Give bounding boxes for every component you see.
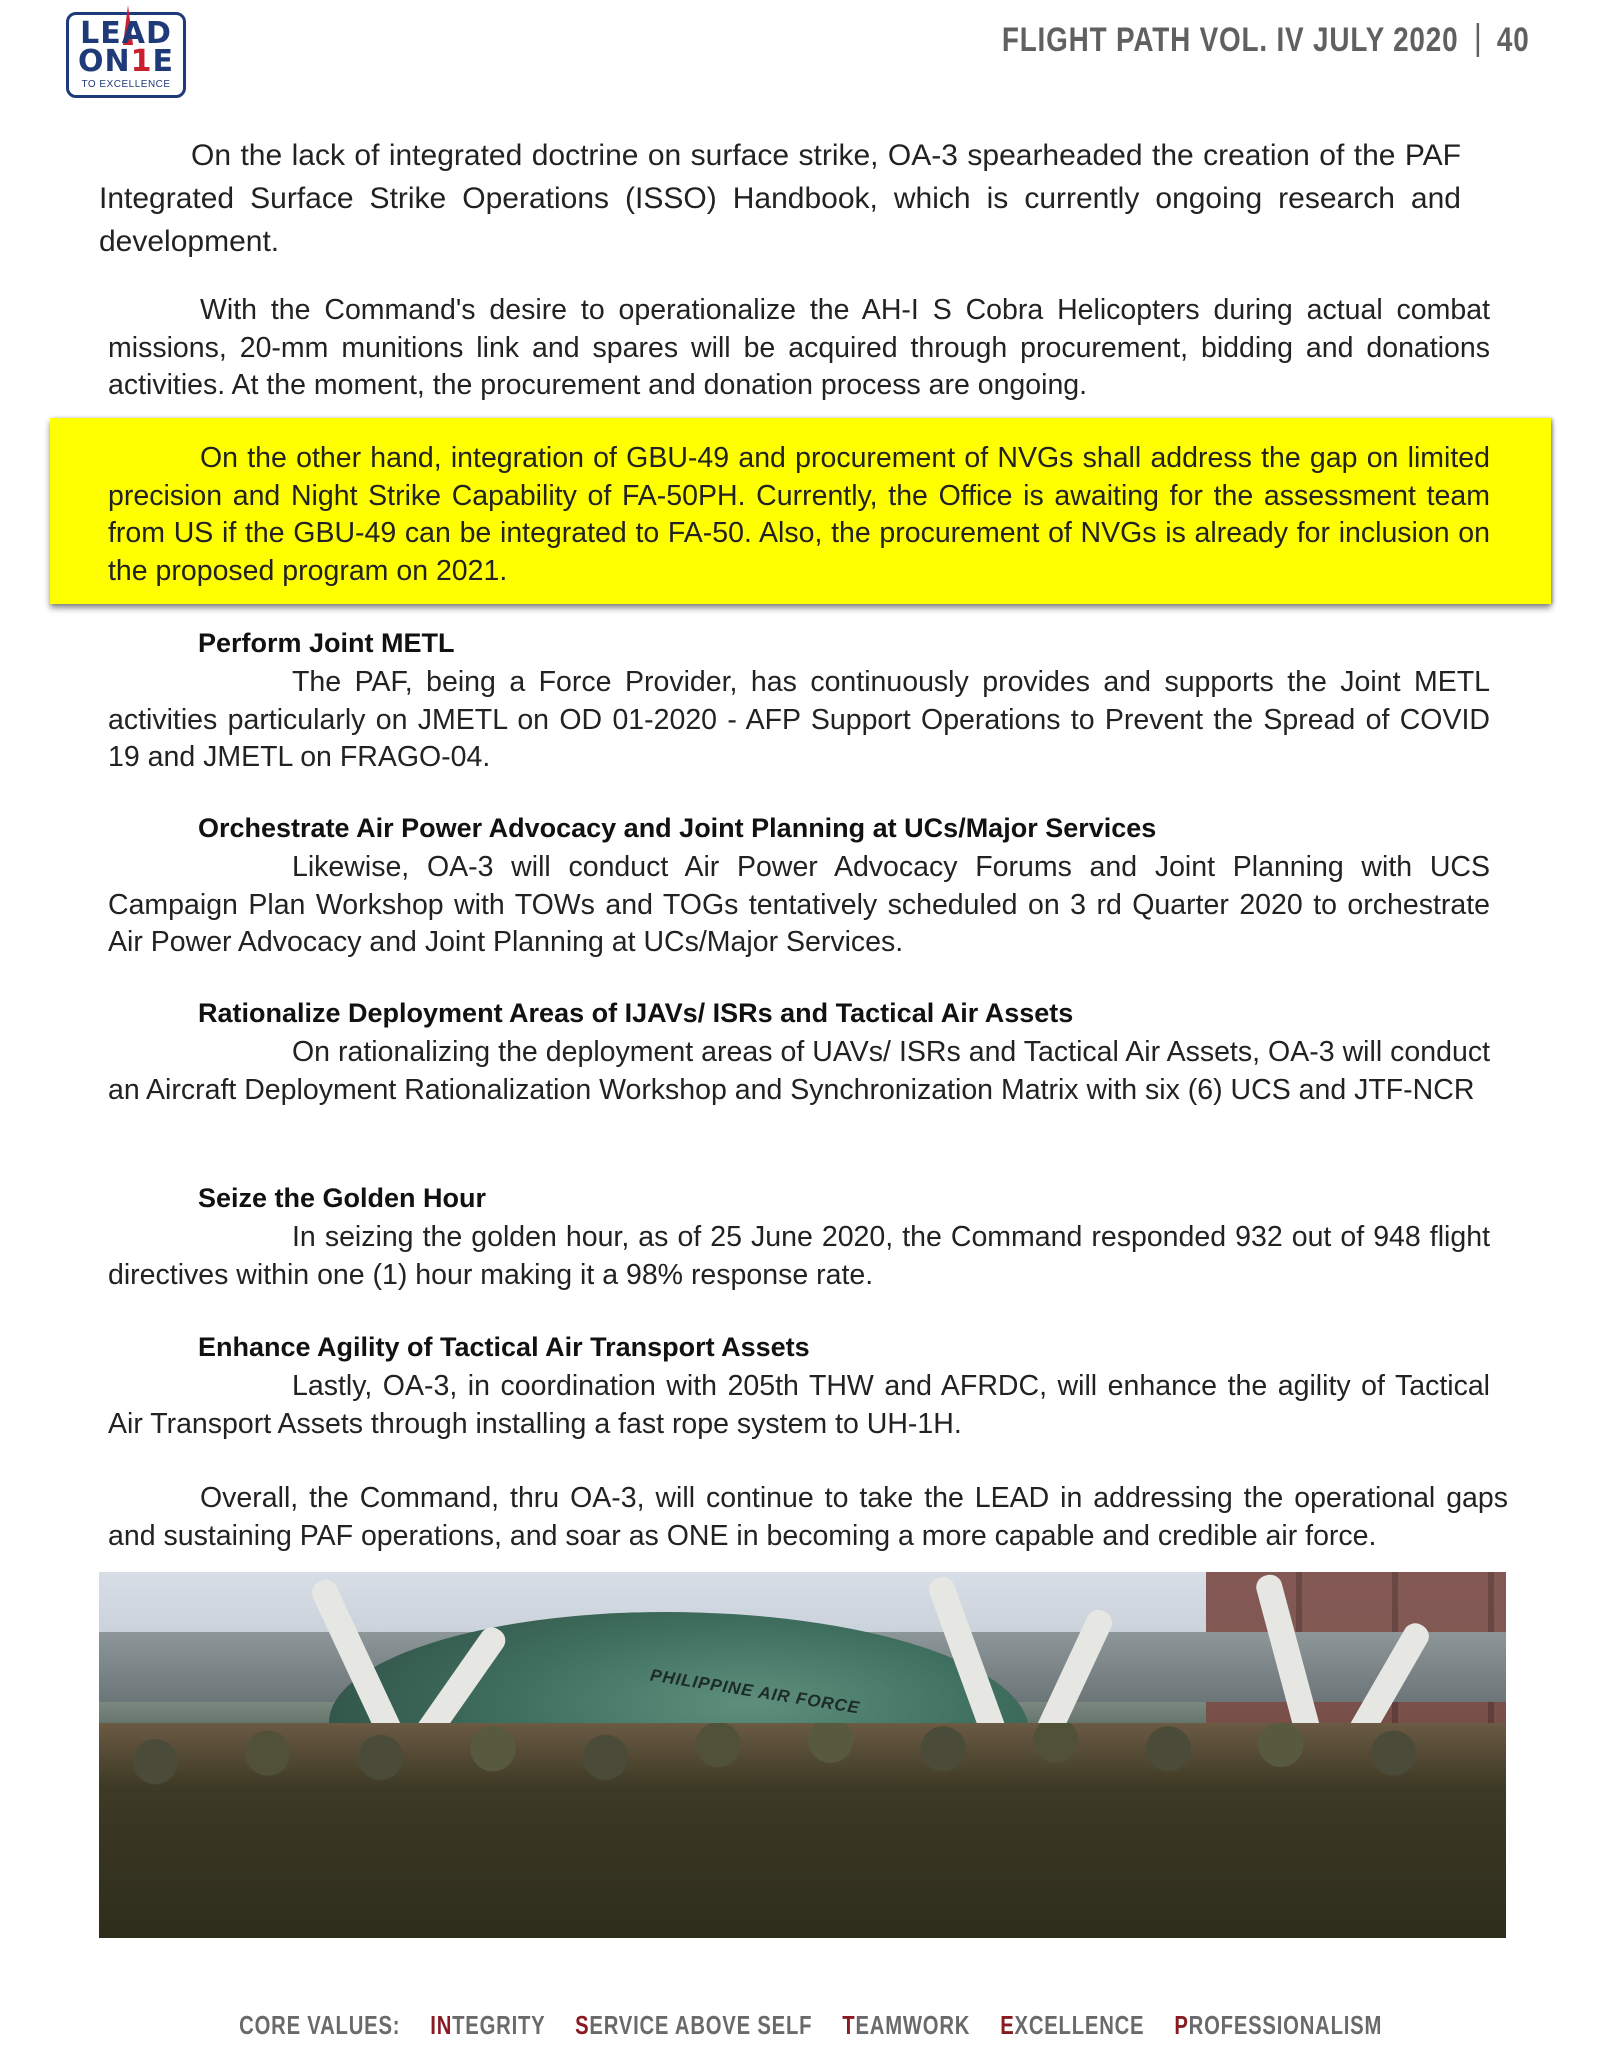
photo-aircraft-marking: PHILIPPINE AIR FORCE [648, 1665, 862, 1718]
closing-paragraph: Overall, the Command, thru OA-3, will continue to take the LEAD in addressing the operational gaps and sustaining PAF operations, and soar as ONE in becoming a more capable and credible air force. [108, 1482, 1508, 1552]
logo-line1: LEAD [80, 16, 172, 51]
section-body-air-power-advocacy: Likewise, OA-3 will conduct Air Power Advocacy Forums and Joint Planning with UCS Campaign Plan Workshop with TOWs and TOGs tentatively scheduled on 3 rd Quarter 2020 to orchestrate Air Power Advocacy and Joint Planning at UCs/Major Services. [108, 851, 1490, 958]
core-value-professionalism: PROFESSIONALISM [1174, 2010, 1383, 2040]
logo-tagline: TO EXCELLENCE [81, 79, 171, 90]
publication-title: FLIGHT PATH VOL. IV JULY 2020 [1002, 20, 1459, 59]
core-values-footer [0, 2010, 1622, 2041]
lead-one-logo [66, 12, 186, 98]
core-value-integrity: INTEGRITY [430, 2010, 546, 2040]
intro-paragraph-1: On the lack of integrated doctrine on surface strike, OA-3 spearheaded the creation of the PAF Integrated Surface Strike Operations (ISSO) Handbook, which is currently ongoing research and development. [99, 139, 1461, 258]
section-title-air-power-advocacy: Orchestrate Air Power Advocacy and Joint Planning at UCs/Major Services [198, 813, 1157, 843]
core-value-teamwork: TEAMWORK [842, 2010, 971, 2040]
core-values-label: CORE VALUES: [239, 2010, 401, 2040]
section-body-rationalize-deployment: On rationalizing the deployment areas of UAVs/ ISRs and Tactical Air Assets, OA-3 will conduct an Aircraft Deployment Rationalization Workshop and Synchronization Matrix with six (6) UCS and JTF-NCR [108, 1036, 1490, 1106]
section-body-joint-metl: The PAF, being a Force Provider, has continuously provides and supports the Joint METL activities particularly on JMETL on OD 01-2020 - AFP Support Operations to Prevent the Spread of COVID 19 and JMETL on FRAGO-04. [108, 666, 1490, 773]
section-title-joint-metl: Perform Joint METL [198, 628, 455, 658]
running-header [1002, 20, 1530, 60]
logo-line2: ON1E [78, 44, 174, 79]
section-title-rationalize-deployment: Rationalize Deployment Areas of IJAVs/ ISRs and Tactical Air Assets [198, 998, 1074, 1028]
page-number: 40 [1497, 20, 1530, 59]
photo-saluting-troops [99, 1723, 1506, 1938]
core-value-excellence: EXCELLENCE [1000, 2010, 1145, 2040]
section-title-tactical-air-transport: Enhance Agility of Tactical Air Transport Assets [198, 1332, 810, 1362]
highlighted-paragraph: On the other hand, integration of GBU-49 and procurement of NVGs shall address the gap on limited precision and Night Strike Capability of FA-50PH. Currently, the Office is awaiting for the assessment team from US if the GBU-49 can be integrated to FA-50. Also, the procurement of NVGs is already for inclusion on the proposed program on 2021. [108, 442, 1490, 587]
core-value-service: SERVICE ABOVE SELF [575, 2010, 813, 2040]
intro-paragraph-2: With the Command's desire to operationalize the AH-I S Cobra Helicopters during actual combat missions, 20-mm munitions link and spares will be acquired through procurement, bidding and donations activities. At the moment, the procurement and donation process are ongoing. [108, 294, 1490, 401]
header-divider [1477, 23, 1479, 57]
section-body-golden-hour: In seizing the golden hour, as of 25 June 2020, the Command responded 932 out of 948 flight directives within one (1) hour making it a 98% response rate. [108, 1221, 1490, 1291]
section-body-tactical-air-transport: Lastly, OA-3, in coordination with 205th THW and AFRDC, will enhance the agility of Tactical Air Transport Assets through installing a fast rope system to UH-1H. [108, 1370, 1490, 1440]
troops-aircraft-photo [99, 1572, 1506, 1938]
section-title-golden-hour: Seize the Golden Hour [198, 1183, 487, 1213]
